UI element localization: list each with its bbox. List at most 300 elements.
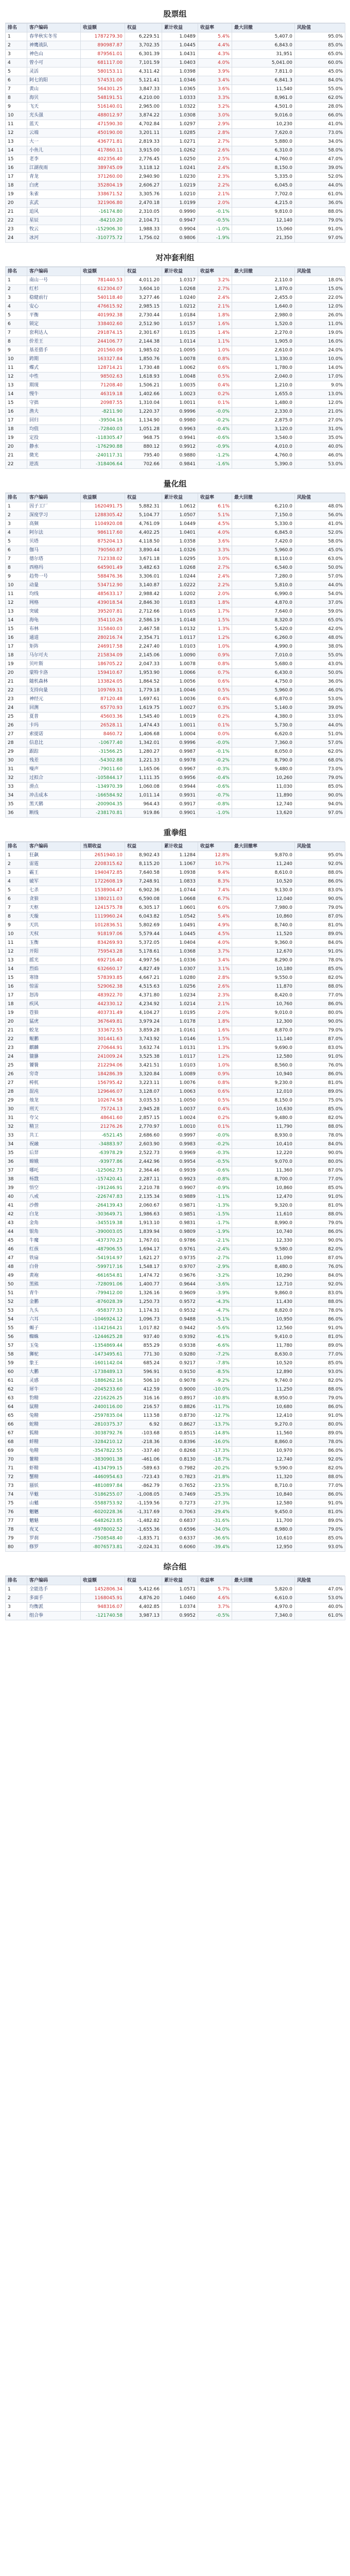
table-row[interactable] [6, 1245, 345, 1254]
table-row[interactable] [6, 756, 345, 765]
table-row[interactable] [6, 1018, 345, 1026]
value-cell: -1.6% [198, 460, 232, 469]
column-header[interactable]: 排名 [6, 24, 27, 32]
value-cell: -1.1% [198, 1193, 232, 1201]
value-cell: -4.3% [198, 1298, 232, 1307]
value-cell: 3,890.44 [125, 546, 162, 555]
value-cell: 485633.17 [81, 590, 125, 599]
value-cell: 1.0066 [162, 669, 198, 677]
table-row[interactable] [6, 1315, 345, 1324]
table-row[interactable] [6, 546, 345, 555]
column-header[interactable]: 客户编码 [27, 267, 81, 276]
column-header[interactable]: 权益 [125, 24, 162, 32]
table-row[interactable] [6, 713, 345, 721]
table-row[interactable] [6, 1000, 345, 1009]
rank-cell: 55 [6, 1324, 27, 1333]
table-row[interactable] [6, 1324, 345, 1333]
table-row[interactable] [6, 164, 345, 173]
column-header[interactable]: 收益率 [198, 24, 232, 32]
table-row[interactable] [6, 1166, 345, 1175]
table-row[interactable] [6, 1123, 345, 1131]
table-row[interactable] [6, 642, 345, 651]
table-row[interactable] [6, 677, 345, 686]
table-row[interactable] [6, 625, 345, 634]
value-cell: 1.3% [198, 625, 232, 634]
table-row[interactable] [6, 234, 345, 243]
value-cell: -1.0% [198, 225, 232, 234]
value-cell: 2,988.42 [125, 590, 162, 599]
column-header[interactable]: 权益 [125, 267, 162, 276]
table-row[interactable] [6, 1534, 345, 1543]
table-row[interactable] [6, 1061, 345, 1070]
value-cell: 0.9978 [162, 756, 198, 765]
value-cell: 88.0% [295, 1385, 345, 1394]
table-row[interactable] [6, 1377, 345, 1385]
table-row[interactable] [6, 502, 345, 511]
client-cell: 布林 [27, 625, 81, 634]
table-row[interactable] [6, 1079, 345, 1088]
table-row[interactable] [6, 1342, 345, 1350]
table-row[interactable] [6, 1526, 345, 1534]
value-cell: 1.5% [198, 1035, 232, 1044]
table-row[interactable] [6, 1594, 345, 1603]
table-row[interactable] [6, 1254, 345, 1263]
table-row[interactable] [6, 860, 345, 869]
table-row[interactable] [6, 155, 345, 164]
table-row[interactable] [6, 1350, 345, 1359]
table-row[interactable] [6, 800, 345, 809]
value-cell: 58.0% [295, 537, 345, 546]
column-header[interactable]: 客户编码 [27, 1577, 81, 1585]
table-row[interactable] [6, 372, 345, 381]
column-header[interactable]: 权益 [125, 494, 162, 502]
value-cell: 0.9217 [162, 1359, 198, 1368]
column-header[interactable]: 排名 [6, 842, 27, 851]
column-header[interactable]: 累计收益 [162, 1577, 198, 1585]
value-cell: 159410.67 [81, 669, 125, 677]
table-row[interactable] [6, 904, 345, 912]
table-row[interactable] [6, 103, 345, 111]
value-cell: -264139.43 [81, 1201, 125, 1210]
value-cell: -461.06 [125, 1455, 162, 1464]
table-row[interactable] [6, 146, 345, 155]
table-row[interactable] [6, 1263, 345, 1272]
rank-cell: 63 [6, 1394, 27, 1403]
column-header[interactable]: 收益额 [81, 267, 125, 276]
table-row[interactable] [6, 947, 345, 956]
table-row[interactable] [6, 50, 345, 59]
value-cell: 1722608.19 [81, 877, 125, 886]
column-header[interactable]: 客户编码 [27, 24, 81, 32]
client-cell: 梼杌 [27, 1079, 81, 1088]
table-row[interactable] [6, 311, 345, 320]
value-cell: 50.0% [295, 564, 345, 572]
client-cell: 嫦娥 [27, 1158, 81, 1166]
column-header[interactable]: 最大回撤 [232, 24, 295, 32]
table-row[interactable] [6, 337, 345, 346]
table-row[interactable] [6, 1368, 345, 1377]
value-cell: 8.3% [198, 877, 232, 886]
table-row[interactable] [6, 1394, 345, 1403]
table-row[interactable] [6, 982, 345, 991]
value-cell: -1244625.28 [81, 1333, 125, 1342]
table-row[interactable] [6, 791, 345, 800]
value-cell: -157420.41 [81, 1175, 125, 1184]
column-header[interactable]: 累计收益 [162, 24, 198, 32]
value-cell: 3.3% [198, 94, 232, 103]
value-cell: 6,301.39 [125, 50, 162, 59]
table-row[interactable] [6, 1149, 345, 1158]
table-row[interactable] [6, 1464, 345, 1473]
table-row[interactable] [6, 1517, 345, 1526]
table-row[interactable] [6, 364, 345, 372]
table-row[interactable] [6, 1543, 345, 1552]
table-row[interactable] [6, 416, 345, 425]
table-row[interactable] [6, 390, 345, 399]
table-row[interactable] [6, 1429, 345, 1438]
table-row[interactable] [6, 451, 345, 460]
table-row[interactable] [6, 181, 345, 190]
table-row[interactable] [6, 616, 345, 625]
value-cell: 8,961.0 [232, 94, 295, 103]
table-row[interactable] [6, 774, 345, 783]
table-row[interactable] [6, 355, 345, 364]
table-row[interactable] [6, 425, 345, 434]
column-header[interactable]: 风险值 [295, 494, 345, 502]
table-row[interactable] [6, 399, 345, 408]
table-row[interactable] [6, 1473, 345, 1482]
table-row[interactable] [6, 765, 345, 774]
column-header[interactable]: 收益率 [198, 494, 232, 502]
table-row[interactable] [6, 329, 345, 337]
column-header[interactable]: 收益额 [81, 24, 125, 32]
table-row[interactable] [6, 1053, 345, 1061]
value-cell: 9,270.0 [232, 1420, 295, 1429]
column-header[interactable]: 当期收益 [81, 842, 125, 851]
table-row[interactable] [6, 94, 345, 103]
table-row[interactable] [6, 1482, 345, 1490]
client-cell: 金角 [27, 1219, 81, 1228]
table-row[interactable] [6, 1585, 345, 1594]
value-cell: 0.6060 [162, 1543, 198, 1552]
table-row[interactable] [6, 555, 345, 564]
table-row[interactable] [6, 276, 345, 285]
table-row[interactable] [6, 1612, 345, 1620]
value-cell: 0.9987 [162, 748, 198, 756]
table-row[interactable] [6, 1298, 345, 1307]
table-row[interactable] [6, 1420, 345, 1429]
value-cell: 86.0% [295, 1228, 345, 1236]
column-header[interactable]: 风险值 [295, 267, 345, 276]
table-row[interactable] [6, 460, 345, 469]
rank-cell: 15 [6, 974, 27, 982]
table-row[interactable] [6, 1455, 345, 1464]
column-header[interactable]: 最大回撤 [232, 494, 295, 502]
value-cell: 4.9% [198, 921, 232, 930]
table-row[interactable] [6, 32, 345, 41]
table-row[interactable] [6, 225, 345, 234]
value-cell: 12.8% [198, 851, 232, 860]
column-header[interactable]: 累计收益 [162, 494, 198, 502]
table-row[interactable] [6, 320, 345, 329]
table-row[interactable] [6, 443, 345, 451]
table-row[interactable] [6, 851, 345, 860]
column-header[interactable]: 最大回撤 [232, 267, 295, 276]
table-row[interactable] [6, 869, 345, 877]
table-row[interactable] [6, 590, 345, 599]
value-cell: 1.0037 [162, 1105, 198, 1114]
table-row[interactable] [6, 1035, 345, 1044]
rank-cell: 19 [6, 434, 27, 443]
column-header[interactable]: 排名 [6, 494, 27, 502]
table-row[interactable] [6, 511, 345, 520]
column-header[interactable]: 排名 [6, 1577, 27, 1585]
column-header[interactable]: 累计收益 [162, 842, 198, 851]
table-row[interactable] [6, 1210, 345, 1219]
value-cell: 2,512.90 [125, 320, 162, 329]
value-cell: 75.0% [295, 1096, 345, 1105]
table-row[interactable] [6, 1499, 345, 1508]
value-cell: -1601142.04 [81, 1359, 125, 1368]
table-row[interactable] [6, 111, 345, 120]
rank-cell: 22 [6, 216, 27, 225]
client-cell: 大一 [27, 138, 81, 146]
table-row[interactable] [6, 190, 345, 199]
rank-cell: 57 [6, 1342, 27, 1350]
table-row[interactable] [6, 1140, 345, 1149]
rank-cell: 2 [6, 41, 27, 50]
value-cell: 2.4% [198, 164, 232, 173]
table-row[interactable] [6, 1096, 345, 1105]
value-cell: 163327.84 [81, 355, 125, 364]
table-row[interactable] [6, 974, 345, 982]
table-row[interactable] [6, 912, 345, 921]
table-row[interactable] [6, 302, 345, 311]
value-cell: 86.0% [295, 1447, 345, 1455]
rank-cell: 12 [6, 372, 27, 381]
table-row[interactable] [6, 1026, 345, 1035]
table-row[interactable] [6, 1289, 345, 1298]
table-row[interactable] [6, 921, 345, 930]
table-row[interactable] [6, 1508, 345, 1517]
table-row[interactable] [6, 529, 345, 537]
table-row[interactable] [6, 564, 345, 572]
value-cell: 964.43 [125, 800, 162, 809]
table-row[interactable] [6, 41, 345, 50]
client-cell: 夸父 [27, 1114, 81, 1123]
rank-cell: 12 [6, 599, 27, 607]
table-row[interactable] [6, 581, 345, 590]
table-row[interactable] [6, 739, 345, 748]
table-row[interactable] [6, 704, 345, 713]
table-row[interactable] [6, 216, 345, 225]
table-row[interactable] [6, 877, 345, 886]
table-row[interactable] [6, 1228, 345, 1236]
table-row[interactable] [6, 1201, 345, 1210]
table-row[interactable] [6, 783, 345, 791]
value-cell: 10,290 [232, 1272, 295, 1280]
column-header[interactable]: 收益额 [81, 1577, 125, 1585]
client-cell: 象王 [27, 1359, 81, 1368]
table-row[interactable] [6, 138, 345, 146]
table-row[interactable] [6, 1158, 345, 1166]
table-row[interactable] [6, 1447, 345, 1455]
table-row[interactable] [6, 1603, 345, 1612]
value-cell: 1,694.17 [125, 1245, 162, 1254]
column-header[interactable]: 客户编码 [27, 842, 81, 851]
value-cell: 1,221.33 [125, 756, 162, 765]
client-cell: 期现 [27, 381, 81, 390]
table-row[interactable] [6, 1490, 345, 1499]
column-header[interactable]: 收益率 [198, 267, 232, 276]
value-cell: 216.57 [125, 1403, 162, 1412]
table-row[interactable] [6, 120, 345, 129]
value-cell: -11.7% [198, 1403, 232, 1412]
value-cell: 2,301.67 [125, 329, 162, 337]
table-row[interactable] [6, 85, 345, 94]
table-row[interactable] [6, 520, 345, 529]
column-header[interactable]: 收益率 [198, 842, 232, 851]
table-row[interactable] [6, 599, 345, 607]
column-header[interactable]: 最大回撤 [232, 1577, 295, 1585]
table-row[interactable] [6, 1088, 345, 1096]
client-cell: 组合拳 [27, 1612, 81, 1620]
table-row[interactable] [6, 346, 345, 355]
value-cell: 5,960.0 [232, 686, 295, 695]
table-row[interactable] [6, 1307, 345, 1315]
table-row[interactable] [6, 1403, 345, 1412]
column-header[interactable]: 客户编码 [27, 494, 81, 502]
table-row[interactable] [6, 660, 345, 669]
value-cell: -728091.06 [81, 1280, 125, 1289]
table-row[interactable] [6, 1114, 345, 1123]
value-cell: 1.0076 [162, 1079, 198, 1088]
table-row[interactable] [6, 669, 345, 677]
rank-cell: 36 [6, 809, 27, 818]
table-row[interactable] [6, 1280, 345, 1289]
table-row[interactable] [6, 1131, 345, 1140]
value-cell: 6,590.08 [125, 895, 162, 904]
section-title: 股票组 [5, 4, 345, 23]
value-cell: 9,130.0 [232, 886, 295, 895]
value-cell: -27.3% [198, 1499, 232, 1508]
value-cell: 1.0333 [162, 94, 198, 103]
column-header[interactable]: 权益 [125, 842, 162, 851]
table-row[interactable] [6, 748, 345, 756]
table-row[interactable] [6, 721, 345, 730]
table-row[interactable] [6, 285, 345, 294]
table-row[interactable] [6, 67, 345, 76]
table-row[interactable] [6, 991, 345, 1000]
table-row[interactable] [6, 537, 345, 546]
client-cell: 锁定 [27, 320, 81, 329]
column-header[interactable]: 风险值 [295, 24, 345, 32]
value-cell: 9,870.0 [232, 851, 295, 860]
column-header[interactable]: 累计收益 [162, 267, 198, 276]
column-header[interactable]: 收益额 [81, 494, 125, 502]
table-row[interactable] [6, 651, 345, 660]
table-row[interactable] [6, 809, 345, 818]
table-row[interactable] [6, 956, 345, 965]
table-row[interactable] [6, 1236, 345, 1245]
table-row[interactable] [6, 1193, 345, 1201]
table-row[interactable] [6, 199, 345, 208]
value-cell: 0.9609 [162, 1289, 198, 1298]
value-cell: 14.0% [295, 364, 345, 372]
table-row[interactable] [6, 1044, 345, 1053]
value-cell: 10,970 [232, 1447, 295, 1455]
value-cell: 2.6% [198, 982, 232, 991]
table-row[interactable] [6, 1105, 345, 1114]
value-cell: 1.0271 [162, 138, 198, 146]
table-row[interactable] [6, 294, 345, 302]
column-header[interactable]: 收益率 [198, 1577, 232, 1585]
column-header[interactable]: 风险值 [295, 842, 345, 851]
table-row[interactable] [6, 930, 345, 939]
value-cell: 9.0% [295, 381, 345, 390]
value-cell: 1,850.76 [125, 355, 162, 364]
value-cell: 2,145.06 [125, 651, 162, 660]
value-cell: 1.0050 [162, 1096, 198, 1105]
value-cell: 88.0% [295, 1298, 345, 1307]
table-row[interactable] [6, 1272, 345, 1280]
table-row[interactable] [6, 173, 345, 181]
column-header[interactable]: 排名 [6, 267, 27, 276]
table-row[interactable] [6, 1438, 345, 1447]
table-row[interactable] [6, 76, 345, 85]
table-row[interactable] [6, 208, 345, 216]
value-cell: 1.0131 [162, 1044, 198, 1053]
column-header[interactable]: 权益 [125, 1577, 162, 1585]
client-cell: 全能选手 [27, 1585, 81, 1594]
table-row[interactable] [6, 895, 345, 904]
table-row[interactable] [6, 1219, 345, 1228]
value-cell: 95.0% [295, 851, 345, 860]
value-cell: 1241575.78 [81, 904, 125, 912]
table-row[interactable] [6, 686, 345, 695]
value-cell: -6978002.52 [81, 1526, 125, 1534]
table-row[interactable] [6, 886, 345, 895]
table-row[interactable] [6, 939, 345, 947]
value-cell: 77.0% [295, 1175, 345, 1184]
table-row[interactable] [6, 59, 345, 67]
rank-cell: 30 [6, 1105, 27, 1114]
table-row[interactable] [6, 607, 345, 616]
value-cell: -152906.30 [81, 225, 125, 234]
table-row[interactable] [6, 634, 345, 642]
table-row[interactable] [6, 730, 345, 739]
table-row[interactable] [6, 965, 345, 974]
table-row[interactable] [6, 1070, 345, 1079]
column-header[interactable]: 最大回撤率 [232, 842, 295, 851]
table-row[interactable] [6, 1184, 345, 1193]
table-row[interactable] [6, 1385, 345, 1394]
table-row[interactable] [6, 1009, 345, 1018]
column-header[interactable]: 风险值 [295, 1577, 345, 1585]
table-row[interactable] [6, 129, 345, 138]
table-row[interactable] [6, 695, 345, 704]
value-cell: 11.0% [295, 320, 345, 329]
table-row[interactable] [6, 572, 345, 581]
table-row[interactable] [6, 1175, 345, 1184]
table-row[interactable] [6, 1412, 345, 1420]
table-row[interactable] [6, 1359, 345, 1368]
table-row[interactable] [6, 1333, 345, 1342]
table-row[interactable] [6, 381, 345, 390]
value-cell: 79.0% [295, 1219, 345, 1228]
table-row[interactable] [6, 434, 345, 443]
table-row[interactable] [6, 408, 345, 416]
